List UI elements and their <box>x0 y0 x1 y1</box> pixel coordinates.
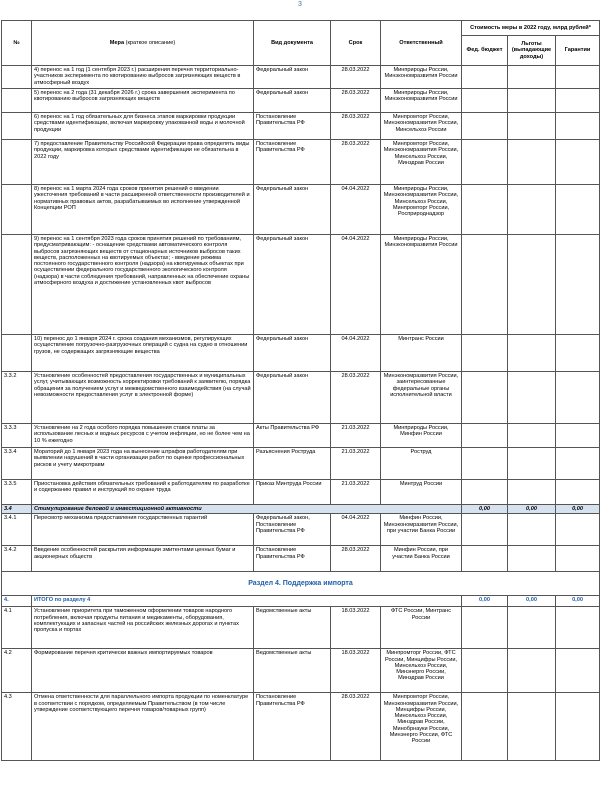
row-measure: Приостановка действия обязательных требований к работодателям по разработке и содержанию правил и инструкций по охране труда <box>32 480 254 505</box>
table-row <box>2 480 600 505</box>
row-guarantees <box>556 372 600 424</box>
row-measure: Пересмотр механизма предоставления государственных гарантий <box>32 514 254 546</box>
row-doc-type: Постановление Правительства РФ <box>254 546 331 572</box>
page-number: 3 <box>298 1 302 8</box>
row-measure: Введение особенностей раскрытия информации эмитентами ценных бумаг и акционерных обществ <box>32 546 254 572</box>
table-row <box>2 514 600 546</box>
row-measure: Установление особенностей предоставления государственных и муниципальных услуг, учитывающих возможность корректировки требований к заявителю, порядка обращения за получением услуг и межведомственного взаимодействия (на случай невозможности предоставления услуг в электронной форме) <box>32 372 254 424</box>
row-fed-budget <box>462 235 508 335</box>
row-fed-budget <box>462 140 508 185</box>
section-row <box>2 572 600 596</box>
row-responsible: Минприроды России, Минфин России <box>381 424 462 448</box>
measures-table <box>1 20 600 761</box>
row-deadline: 28.03.2022 <box>331 693 381 761</box>
row-responsible: Минприроды России, Минэкономразвития России, Минсельхоз России, Минпромторг России, Росприроднадзор <box>381 185 462 235</box>
row-benefits <box>508 448 556 480</box>
row-doc-type: Федеральный закон <box>254 235 331 335</box>
row-responsible: Минфин России, Минэкономразвития России, при участии Банка России <box>381 514 462 546</box>
row-benefits <box>508 424 556 448</box>
row-guarantees <box>556 185 600 235</box>
row-responsible: Минтранс России <box>381 335 462 372</box>
row-fed-budget <box>462 66 508 89</box>
row-deadline: 21.03.2022 <box>331 480 381 505</box>
row-responsible: Минэкономразвития России, заинтересованные федеральные органы исполнительной власти <box>381 372 462 424</box>
row-benefits <box>508 113 556 140</box>
header-measure: Мера (краткое описание) <box>32 21 254 66</box>
table-row <box>2 89 600 113</box>
row-number <box>2 235 32 335</box>
row-benefits <box>508 546 556 572</box>
row-doc-type: Федеральный закон <box>254 66 331 89</box>
row-deadline: 28.03.2022 <box>331 546 381 572</box>
total-benefits: 0,00 <box>508 596 556 607</box>
row-measure: 7) предоставление Правительству Российской Федерации права определять виды продукции, маркировка которых средствами идентификации не обязательна в 2022 году <box>32 140 254 185</box>
row-doc-type: Ведомственные акты <box>254 649 331 693</box>
total-row <box>2 596 600 607</box>
row-fed-budget <box>462 693 508 761</box>
row-number: 3.3.3 <box>2 424 32 448</box>
table-row <box>2 649 600 693</box>
row-fed-budget <box>462 480 508 505</box>
header-doc-type: Вид документа <box>254 21 331 66</box>
row-doc-type: Федеральный закон <box>254 185 331 235</box>
row-doc-type: Ведомственные акты <box>254 607 331 649</box>
row-deadline: 21.03.2022 <box>331 424 381 448</box>
row-benefits <box>508 480 556 505</box>
row-fed-budget <box>462 372 508 424</box>
row-responsible: Минпромторг России, Минэкономразвития России, Минцифры России, Минсельхоз России, Минздрав России, Минобрнауки России, Минэнерго России, ФТС России <box>381 693 462 761</box>
header-fed-budget: Фед. бюджет <box>462 36 508 66</box>
row-guarantees <box>556 113 600 140</box>
row-guarantees <box>556 607 600 649</box>
row-benefits <box>508 649 556 693</box>
total-title: ИТОГО по разделу 4 <box>32 596 462 607</box>
row-guarantees <box>556 424 600 448</box>
table-row <box>2 140 600 185</box>
table-row <box>2 66 600 89</box>
row-guarantees <box>556 66 600 89</box>
row-deadline: 04.04.2022 <box>331 514 381 546</box>
row-responsible: Минприроды России, Минэкономразвития России <box>381 235 462 335</box>
table-row <box>2 424 600 448</box>
row-measure: 5) перенос на 2 года (31 декабря 2026 г.) срока завершения эксперимента по квотированию выбросов загрязняющих веществ <box>32 89 254 113</box>
row-number: 3.3.4 <box>2 448 32 480</box>
row-measure: 9) перенос на 1 сентября 2023 года сроков принятия решений по требованиям, предусматривающим: - оснащение средствами автоматического контроля выбросов загрязняющих веществ от стационарных источников выбросов таких веществ, расположенных на квотируемых объектах; - введение режима постоянного государственного контроля (надзора) на квотируемых объектах при осуществлении федерального государственного экологического контроля (надзора) в части соблюдения требований, направленных на обеспечение охраны атмосферного воздуха и достижение установленных квот выбросов <box>32 235 254 335</box>
row-doc-type: Акты Правительства РФ <box>254 424 331 448</box>
row-benefits <box>508 693 556 761</box>
row-number: 3.3.5 <box>2 480 32 505</box>
row-guarantees <box>556 546 600 572</box>
row-measure: 10) перенос до 1 января 2024 г. срока создания механизмов, регулирующих осуществление погрузочно-разгрузочных операций с судна на судно в отношении грузов, не содержащих загрязняющие вещества <box>32 335 254 372</box>
row-deadline: 28.03.2022 <box>331 140 381 185</box>
row-guarantees <box>556 514 600 546</box>
row-doc-type: Федеральный закон <box>254 89 331 113</box>
row-measure: Формирование перечня критически важных импортируемых товаров <box>32 649 254 693</box>
row-responsible: ФТС России, Минтранс России <box>381 607 462 649</box>
row-deadline: 18.03.2022 <box>331 649 381 693</box>
row-number: 3.4.1 <box>2 514 32 546</box>
row-doc-type: Постановление Правительства РФ <box>254 693 331 761</box>
row-responsible: Минфин России, при участии Банка России <box>381 546 462 572</box>
subsection-row <box>2 505 600 514</box>
table-row <box>2 335 600 372</box>
row-number: 3.4.2 <box>2 546 32 572</box>
row-fed-budget <box>462 113 508 140</box>
row-fed-budget <box>462 185 508 235</box>
row-measure: 6) перенос на 1 год обязательных для бизнеса этапов маркировки продукции средствами идентификации, включая маркировку упакованной воды и молочной продукции <box>32 113 254 140</box>
row-responsible: Минтруд России <box>381 480 462 505</box>
row-fed-budget <box>462 424 508 448</box>
row-fed-budget <box>462 335 508 372</box>
header-no: № <box>2 21 32 66</box>
table-row <box>2 372 600 424</box>
row-responsible: Минпромторг России, Минэкономразвития России, Минсельхоз России <box>381 113 462 140</box>
row-deadline: 04.04.2022 <box>331 235 381 335</box>
row-measure: Установление приоритета при таможенном оформлении товаров народного потребления, включая продукты питания и медикаменты, оборудования, комплектующих и запасных частей на российских железных дорогах и пунктах пропуска и портах <box>32 607 254 649</box>
row-guarantees <box>556 649 600 693</box>
subsection-no: 3.4 <box>2 505 32 514</box>
row-deadline: 21.03.2022 <box>331 448 381 480</box>
row-responsible: Минпромторг России, ФТС России, Минцифры России, Минсельхоз России, Минэнерго России, Минздрав России <box>381 649 462 693</box>
row-responsible: Минпромторг России, Минэкономразвития России, Минсельхоз России, Минздрав России <box>381 140 462 185</box>
row-benefits <box>508 66 556 89</box>
row-fed-budget <box>462 607 508 649</box>
total-no: 4. <box>2 596 32 607</box>
table-row <box>2 113 600 140</box>
subsection-fed-budget: 0,00 <box>462 505 508 514</box>
subsection-title: Стимулирование деловой и инвестиционной активности <box>32 505 462 514</box>
table-row <box>2 546 600 572</box>
row-doc-type: Постановление Правительства РФ <box>254 140 331 185</box>
row-guarantees <box>556 89 600 113</box>
row-deadline: 04.04.2022 <box>331 185 381 235</box>
row-fed-budget <box>462 448 508 480</box>
row-fed-budget <box>462 546 508 572</box>
total-fed-budget: 0,00 <box>462 596 508 607</box>
row-guarantees <box>556 693 600 761</box>
row-number <box>2 335 32 372</box>
header-responsible: Ответственный <box>381 21 462 66</box>
row-measure: Отмена ответственности для параллельного импорта продукции по номенклатуре в соответствии с порядком, определяемым Правительством (в том числе утверждение соответствующего перечня товаров/товарных групп) <box>32 693 254 761</box>
header-guarantees: Гарантии <box>556 36 600 66</box>
row-deadline: 28.03.2022 <box>331 372 381 424</box>
row-doc-type: Приказ Минтруда России <box>254 480 331 505</box>
row-benefits <box>508 514 556 546</box>
subsection-benefits: 0,00 <box>508 505 556 514</box>
row-responsible: Минприроды России, Минэкономразвития России <box>381 89 462 113</box>
header-benefits: Льготы (выпадающие доходы) <box>508 36 556 66</box>
row-responsible: Минприроды России, Минэкономразвития России <box>381 66 462 89</box>
row-number <box>2 66 32 89</box>
row-fed-budget <box>462 514 508 546</box>
row-fed-budget <box>462 89 508 113</box>
row-doc-type: Федеральный закон, Постановление Правительства РФ <box>254 514 331 546</box>
total-guarantees: 0,00 <box>556 596 600 607</box>
row-number: 4.1 <box>2 607 32 649</box>
row-deadline: 04.04.2022 <box>331 335 381 372</box>
header-deadline: Срок <box>331 21 381 66</box>
row-measure: 4) перенос на 1 год (1 сентября 2023 г.) расширения перечня территориально-участников эксперимента по квотированию выбросов загрязняющих веществ в атмосферный воздух <box>32 66 254 89</box>
row-number: 4.3 <box>2 693 32 761</box>
row-benefits <box>508 185 556 235</box>
table-row <box>2 235 600 335</box>
row-number <box>2 89 32 113</box>
row-guarantees <box>556 448 600 480</box>
row-number <box>2 185 32 235</box>
table-row <box>2 185 600 235</box>
row-fed-budget <box>462 649 508 693</box>
row-benefits <box>508 335 556 372</box>
row-guarantees <box>556 235 600 335</box>
row-benefits <box>508 89 556 113</box>
subsection-guarantees: 0,00 <box>556 505 600 514</box>
row-measure: 8) перенос на 1 марта 2024 года сроков принятия решений о введении ужесточения требований в части расширенной ответственности производителей и нормативных правовых актов, разрабатываемых во исполнение утвержденной Концепции РОП <box>32 185 254 235</box>
row-number: 4.2 <box>2 649 32 693</box>
row-responsible: Роструд <box>381 448 462 480</box>
row-deadline: 28.03.2022 <box>331 113 381 140</box>
row-number <box>2 113 32 140</box>
table-row <box>2 448 600 480</box>
row-measure: Установление на 2 года особого порядка повышения ставок платы за использование лесных и водных ресурсов с учетом инфляции, но не более чем на 10 % ежегодно <box>32 424 254 448</box>
row-guarantees <box>556 335 600 372</box>
row-guarantees <box>556 480 600 505</box>
row-deadline: 18.03.2022 <box>331 607 381 649</box>
row-number: 3.3.2 <box>2 372 32 424</box>
row-doc-type: Постановление Правительства РФ <box>254 113 331 140</box>
header-cost-group: Стоимость меры в 2022 году, млрд рублей* <box>462 21 600 36</box>
row-doc-type: Федеральный закон <box>254 335 331 372</box>
row-doc-type: Разъяснения Роструда <box>254 448 331 480</box>
row-deadline: 28.03.2022 <box>331 66 381 89</box>
row-benefits <box>508 372 556 424</box>
section-title: Раздел 4. Поддержка импорта <box>2 572 600 596</box>
row-guarantees <box>556 140 600 185</box>
row-benefits <box>508 235 556 335</box>
row-deadline: 28.03.2022 <box>331 89 381 113</box>
table-row <box>2 693 600 761</box>
row-benefits <box>508 140 556 185</box>
row-benefits <box>508 607 556 649</box>
row-doc-type: Федеральный закон <box>254 372 331 424</box>
table-row <box>2 607 600 649</box>
row-number <box>2 140 32 185</box>
row-measure: Мораторий до 1 января 2023 года на вынесение штрафов работодателям при выявлении нарушений в части организации работ по оценке профессиональных рисков и учету микротравм <box>32 448 254 480</box>
